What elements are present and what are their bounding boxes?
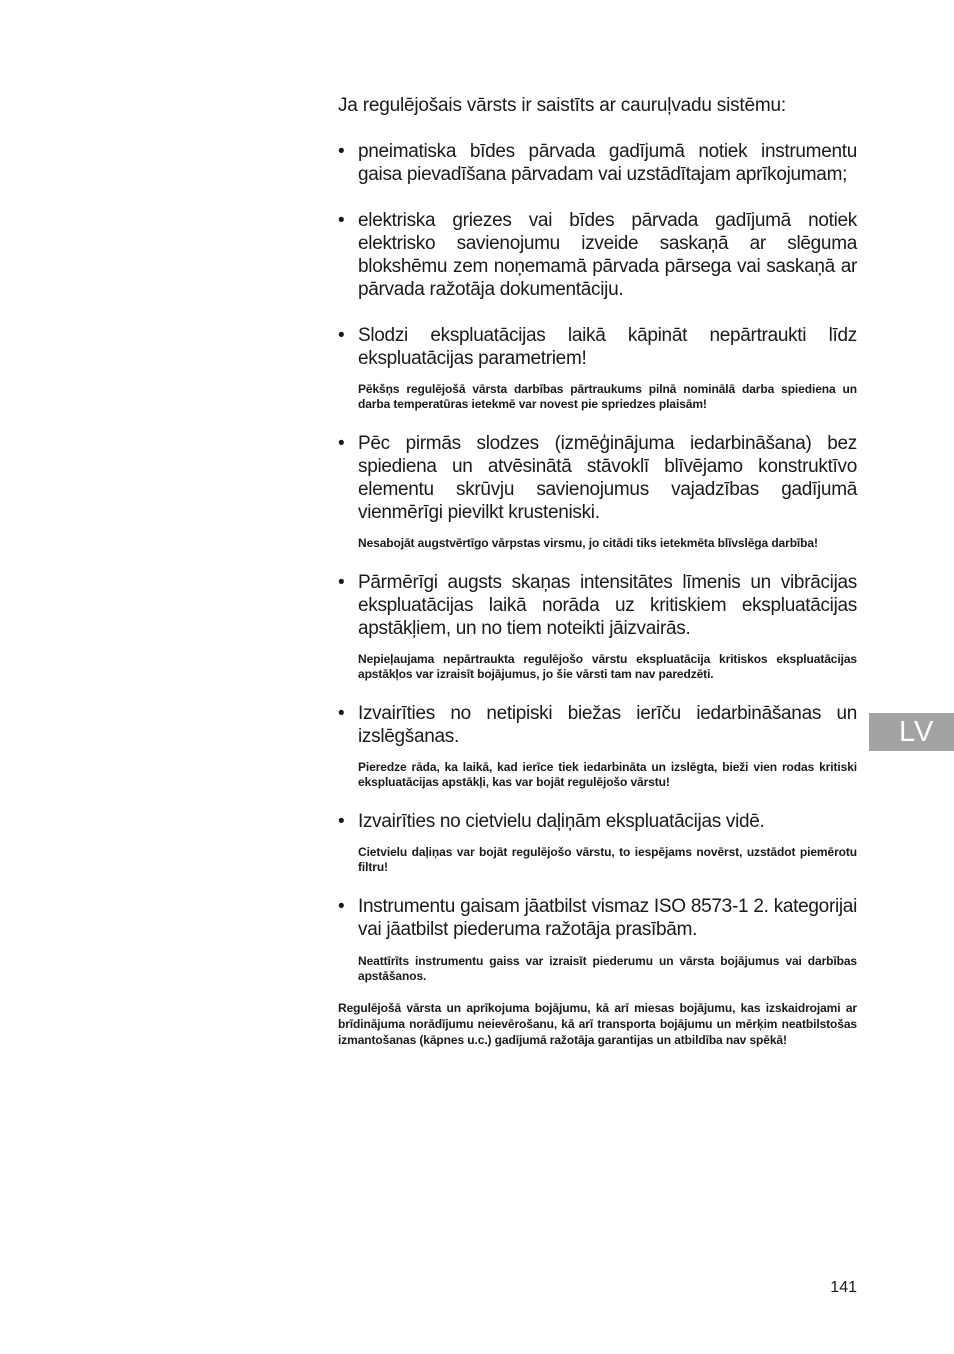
warning-note: Pēkšņs regulējošā vārsta darbības pārtraukums pilnā nominālā darba spiediena un darba temperatūras ietekmē var novest pie spriedzes plaisām! [358, 382, 857, 411]
list-item [338, 810, 857, 875]
bullet-icon: • [338, 896, 345, 917]
warning-note: Nepieļaujama nepārtraukta regulējošo vārstu ekspluatācija kritiskos ekspluatācijas apstākļos var izraisīt bojājumus, jo šie vārsti tam nav paredzēti. [358, 652, 857, 681]
bullet-icon: • [338, 811, 345, 832]
list-item-text: Pēc pirmās slodzes (izmēģinājuma iedarbināšana) bez spiediena un atvēsinātā stāvoklī blīvējamo konstruktīvo elementu skrūvju savienojumus vajadzības gadījumā vienmērīgi pievilkt krusteniski. [358, 433, 857, 523]
intro-paragraph: Ja regulējošais vārsts ir saistīts ar cauruļvadu sistēmu: [338, 95, 786, 116]
list-item [338, 702, 857, 790]
list-item [338, 209, 857, 301]
warranty-note: Regulējošā vārsta un aprīkojuma bojājumu, kā arī miesas bojājumu, kas izskaidrojami ar brīdinājuma norādījumu neievērošanu, kā arī transporta bojājumu un mērķim neatbilstošas izmantošanas (kāpnes u.c.) gadījumā ražotāja garantijas un atbildība nav spēkā! [338, 1001, 857, 1047]
list-item-text: Izvairīties no netipiski biežas ierīču iedarbināšanas un izslēgšanas. [358, 703, 857, 747]
warning-note: Neattīrīts instrumentu gaiss var izraisīt piederumu un vārsta bojājumus vai darbības apstāšanos. [358, 954, 857, 983]
list-item [338, 324, 857, 412]
list-item [338, 571, 857, 682]
list-item-text: pneimatiska bīdes pārvada gadījumā notiek instrumentu gaisa pievadīšana pārvadam vai uzstādītajam aprīkojumam; [358, 141, 857, 185]
bullet-icon: • [338, 433, 345, 454]
bullet-icon: • [338, 703, 345, 724]
list-item-text: Pārmērīgi augsts skaņas intensitātes līmenis un vibrācijas ekspluatācijas laikā norāda uz kritiskiem ekspluatācijas apstākļiem, un no tiem noteikti jāizvairās. [358, 572, 857, 639]
list-item-text: elektriska griezes vai bīdes pārvada gadījumā notiek elektrisko savienojumu izveide saskaņā ar slēguma blokshēmu zem noņemamā pārvada pārsega vai saskaņā ar pārvada ražotāja dokumentāciju. [358, 210, 857, 300]
list-item [338, 432, 857, 551]
list-item [338, 140, 857, 186]
list-item [338, 895, 857, 984]
page-number: 141 [830, 1279, 857, 1296]
list-item-text: Slodzi ekspluatācijas laikā kāpināt nepārtraukti līdz ekspluatācijas parametriem! [358, 325, 857, 369]
bullet-icon: • [338, 572, 345, 593]
warning-note: Pieredze rāda, ka laikā, kad ierīce tiek iedarbināta un izslēgta, bieži vien rodas kritiski ekspluatācijas apstākļi, kas var bojāt regulējošo vārstu! [358, 760, 857, 789]
warning-note: Cietvielu daļiņas var bojāt regulējošo vārstu, to iespējams novērst, uzstādot piemērotu filtru! [358, 845, 857, 874]
document-body [338, 94, 857, 1048]
list-item-text: Instrumentu gaisam jāatbilst vismaz ISO 8573-1 2. kategorijai vai jāatbilst piederuma ražotāja prasībām. [358, 896, 857, 940]
bullet-icon: • [338, 325, 345, 346]
bullet-icon: • [338, 210, 345, 231]
bullet-icon: • [338, 141, 345, 162]
list-item-text: Izvairīties no cietvielu daļiņām ekspluatācijas vidē. [358, 811, 765, 832]
language-tab: LV [869, 713, 954, 751]
warning-note: Nesabojāt augstvērtīgo vārpstas virsmu, jo citādi tiks ietekmēta blīvslēga darbība! [358, 536, 818, 550]
